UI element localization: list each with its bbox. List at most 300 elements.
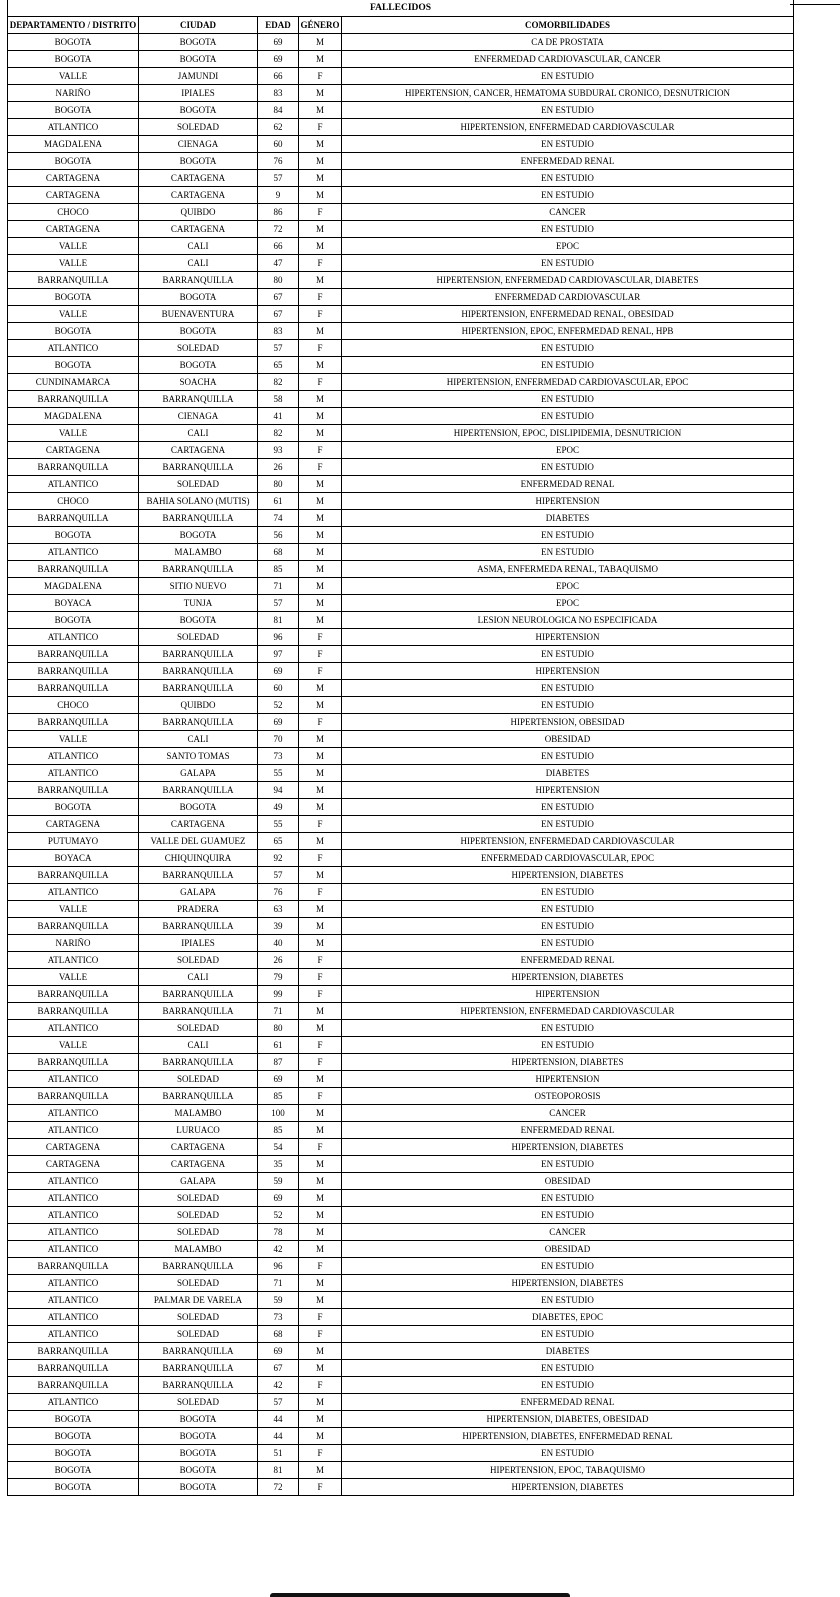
cell-departamento: CHOCO (8, 493, 139, 510)
table-row (8, 255, 794, 272)
cell-comorbilidades: HIPERTENSION (342, 493, 794, 510)
table-row (8, 408, 794, 425)
cell-edad: 26 (258, 459, 299, 476)
cell-departamento: BARRANQUILLA (8, 782, 139, 799)
cell-comorbilidades: EPOC (342, 442, 794, 459)
cell-genero: F (299, 1054, 342, 1071)
cell-ciudad: BARRANQUILLA (139, 459, 258, 476)
table-row (8, 748, 794, 765)
cell-edad: 44 (258, 1428, 299, 1445)
cell-departamento: BARRANQUILLA (8, 1088, 139, 1105)
cell-edad: 60 (258, 136, 299, 153)
cell-edad: 78 (258, 1224, 299, 1241)
table-row (8, 1020, 794, 1037)
cell-genero: M (299, 323, 342, 340)
cell-departamento: VALLE (8, 255, 139, 272)
cell-genero: F (299, 986, 342, 1003)
cell-edad: 52 (258, 1207, 299, 1224)
cell-comorbilidades: EPOC (342, 578, 794, 595)
cell-edad: 47 (258, 255, 299, 272)
cell-ciudad: MALAMBO (139, 1241, 258, 1258)
cell-comorbilidades: EN ESTUDIO (342, 187, 794, 204)
cell-comorbilidades: HIPERTENSION, ENFERMEDAD CARDIOVASCULAR (342, 833, 794, 850)
cell-ciudad: SOLEDAD (139, 629, 258, 646)
cell-departamento: BARRANQUILLA (8, 1360, 139, 1377)
cell-genero: M (299, 102, 342, 119)
cell-departamento: MAGDALENA (8, 578, 139, 595)
cell-genero: M (299, 1071, 342, 1088)
cell-edad: 56 (258, 527, 299, 544)
cell-ciudad: BARRANQUILLA (139, 561, 258, 578)
cell-edad: 57 (258, 340, 299, 357)
cell-comorbilidades: EPOC (342, 595, 794, 612)
table-row (8, 153, 794, 170)
cell-genero: M (299, 1122, 342, 1139)
cell-genero: M (299, 1020, 342, 1037)
cell-ciudad: BARRANQUILLA (139, 986, 258, 1003)
cell-comorbilidades: EN ESTUDIO (342, 102, 794, 119)
cell-comorbilidades: EN ESTUDIO (342, 68, 794, 85)
table-row (8, 306, 794, 323)
cell-genero: M (299, 748, 342, 765)
cell-comorbilidades: OBESIDAD (342, 731, 794, 748)
cell-comorbilidades: HIPERTENSION, DIABETES (342, 867, 794, 884)
cell-comorbilidades: OBESIDAD (342, 1173, 794, 1190)
cell-comorbilidades: EN ESTUDIO (342, 136, 794, 153)
table-row (8, 1054, 794, 1071)
cell-genero: M (299, 1173, 342, 1190)
cell-departamento: CHOCO (8, 697, 139, 714)
cell-ciudad: IPIALES (139, 935, 258, 952)
cell-edad: 97 (258, 646, 299, 663)
cell-edad: 57 (258, 1394, 299, 1411)
cell-genero: F (299, 850, 342, 867)
cell-departamento: BOYACA (8, 595, 139, 612)
cell-comorbilidades: EN ESTUDIO (342, 221, 794, 238)
cell-comorbilidades: EN ESTUDIO (342, 1037, 794, 1054)
cell-genero: M (299, 272, 342, 289)
table-row (8, 544, 794, 561)
table-row (8, 595, 794, 612)
cell-departamento: BARRANQUILLA (8, 867, 139, 884)
cell-ciudad: LURUACO (139, 1122, 258, 1139)
cell-comorbilidades: EN ESTUDIO (342, 680, 794, 697)
cell-genero: M (299, 425, 342, 442)
cell-comorbilidades: DIABETES (342, 765, 794, 782)
cell-edad: 70 (258, 731, 299, 748)
cell-genero: M (299, 408, 342, 425)
cell-comorbilidades: ENFERMEDAD CARDIOVASCULAR (342, 289, 794, 306)
table-row (8, 527, 794, 544)
cell-edad: 65 (258, 357, 299, 374)
cell-ciudad: GALAPA (139, 1173, 258, 1190)
cell-departamento: ATLANTICO (8, 748, 139, 765)
cell-comorbilidades: EN ESTUDIO (342, 1360, 794, 1377)
cell-ciudad: BOGOTA (139, 34, 258, 51)
cell-comorbilidades: EN ESTUDIO (342, 1020, 794, 1037)
cell-edad: 69 (258, 34, 299, 51)
cell-comorbilidades: CANCER (342, 1224, 794, 1241)
cell-departamento: ATLANTICO (8, 1207, 139, 1224)
cell-ciudad: SOACHA (139, 374, 258, 391)
cell-edad: 85 (258, 1088, 299, 1105)
cell-ciudad: CARTAGENA (139, 442, 258, 459)
cell-departamento: BARRANQUILLA (8, 1343, 139, 1360)
cell-comorbilidades: DIABETES (342, 1343, 794, 1360)
cell-genero: M (299, 1360, 342, 1377)
cell-comorbilidades: EN ESTUDIO (342, 544, 794, 561)
cell-comorbilidades: HIPERTENSION, DIABETES (342, 1139, 794, 1156)
cell-ciudad: BOGOTA (139, 51, 258, 68)
cell-comorbilidades: HIPERTENSION (342, 1071, 794, 1088)
cell-genero: F (299, 663, 342, 680)
cell-genero: F (299, 442, 342, 459)
cell-ciudad: CARTAGENA (139, 170, 258, 187)
cell-genero: M (299, 1241, 342, 1258)
cell-comorbilidades: EN ESTUDIO (342, 1292, 794, 1309)
cell-genero: F (299, 1037, 342, 1054)
cell-comorbilidades: HIPERTENSION, EPOC, ENFERMEDAD RENAL, HPB (342, 323, 794, 340)
cell-ciudad: CARTAGENA (139, 221, 258, 238)
cell-comorbilidades: HIPERTENSION (342, 663, 794, 680)
cell-genero: M (299, 1224, 342, 1241)
cell-comorbilidades: EN ESTUDIO (342, 697, 794, 714)
cell-comorbilidades: EN ESTUDIO (342, 1258, 794, 1275)
table-row (8, 1292, 794, 1309)
cell-departamento: BARRANQUILLA (8, 1003, 139, 1020)
cell-genero: F (299, 952, 342, 969)
cell-ciudad: SOLEDAD (139, 1071, 258, 1088)
table-row (8, 51, 794, 68)
cell-departamento: BARRANQUILLA (8, 1377, 139, 1394)
cell-edad: 69 (258, 51, 299, 68)
cell-genero: M (299, 799, 342, 816)
cell-departamento: BOGOTA (8, 1428, 139, 1445)
cell-edad: 83 (258, 85, 299, 102)
cell-edad: 51 (258, 1445, 299, 1462)
cell-ciudad: BARRANQUILLA (139, 714, 258, 731)
table-row (8, 1224, 794, 1241)
cell-ciudad: SOLEDAD (139, 1394, 258, 1411)
table-row (8, 850, 794, 867)
table-row (8, 884, 794, 901)
cell-ciudad: BOGOTA (139, 527, 258, 544)
table-row (8, 833, 794, 850)
cell-genero: M (299, 510, 342, 527)
cell-departamento: VALLE (8, 969, 139, 986)
cell-genero: M (299, 935, 342, 952)
cell-departamento: ATLANTICO (8, 1292, 139, 1309)
cell-ciudad: BARRANQUILLA (139, 1343, 258, 1360)
cell-departamento: BOGOTA (8, 612, 139, 629)
table-row (8, 374, 794, 391)
cell-comorbilidades: EN ESTUDIO (342, 391, 794, 408)
cell-departamento: ATLANTICO (8, 1309, 139, 1326)
cell-edad: 71 (258, 1003, 299, 1020)
cell-comorbilidades: EPOC (342, 238, 794, 255)
cell-comorbilidades: ENFERMEDAD RENAL (342, 952, 794, 969)
table-row (8, 578, 794, 595)
cell-departamento: ATLANTICO (8, 1190, 139, 1207)
table-row (8, 357, 794, 374)
cell-edad: 73 (258, 748, 299, 765)
cell-departamento: ATLANTICO (8, 1122, 139, 1139)
table-row (8, 969, 794, 986)
cell-departamento: BOGOTA (8, 153, 139, 170)
cell-departamento: ATLANTICO (8, 629, 139, 646)
cell-ciudad: QUIBDO (139, 697, 258, 714)
cell-edad: 57 (258, 170, 299, 187)
cell-ciudad: SANTO TOMAS (139, 748, 258, 765)
cell-ciudad: BARRANQUILLA (139, 510, 258, 527)
cell-ciudad: SOLEDAD (139, 1190, 258, 1207)
cell-ciudad: BOGOTA (139, 1462, 258, 1479)
cell-genero: M (299, 867, 342, 884)
cell-comorbilidades: EN ESTUDIO (342, 1445, 794, 1462)
cell-departamento: CUNDINAMARCA (8, 374, 139, 391)
table-row (8, 136, 794, 153)
cell-genero: F (299, 884, 342, 901)
cell-genero: M (299, 85, 342, 102)
cell-genero: M (299, 782, 342, 799)
cell-ciudad: SOLEDAD (139, 1020, 258, 1037)
table-row (8, 1139, 794, 1156)
cell-departamento: CARTAGENA (8, 170, 139, 187)
cell-departamento: CARTAGENA (8, 1139, 139, 1156)
cell-departamento: BOYACA (8, 850, 139, 867)
cell-comorbilidades: EN ESTUDIO (342, 918, 794, 935)
cell-edad: 85 (258, 1122, 299, 1139)
cell-edad: 82 (258, 425, 299, 442)
cell-departamento: BARRANQUILLA (8, 272, 139, 289)
cell-genero: F (299, 629, 342, 646)
cell-departamento: ATLANTICO (8, 1241, 139, 1258)
cell-departamento: ATLANTICO (8, 1020, 139, 1037)
cell-ciudad: CIENAGA (139, 136, 258, 153)
cell-comorbilidades: ENFERMEDAD RENAL (342, 476, 794, 493)
cell-departamento: ATLANTICO (8, 884, 139, 901)
cell-edad: 69 (258, 1190, 299, 1207)
cell-ciudad: BOGOTA (139, 153, 258, 170)
table-row (8, 510, 794, 527)
cell-edad: 71 (258, 1275, 299, 1292)
cell-genero: M (299, 578, 342, 595)
cell-edad: 85 (258, 561, 299, 578)
cell-comorbilidades: EN ESTUDIO (342, 646, 794, 663)
cell-ciudad: GALAPA (139, 765, 258, 782)
cell-genero: M (299, 493, 342, 510)
cell-ciudad: CALI (139, 1037, 258, 1054)
home-indicator-bar (270, 1593, 570, 1597)
cell-ciudad: BOGOTA (139, 357, 258, 374)
cell-edad: 61 (258, 493, 299, 510)
cell-ciudad: CARTAGENA (139, 187, 258, 204)
cell-departamento: VALLE (8, 731, 139, 748)
cell-genero: M (299, 731, 342, 748)
cell-departamento: BOGOTA (8, 1445, 139, 1462)
table-row (8, 1241, 794, 1258)
cell-genero: M (299, 391, 342, 408)
cell-ciudad: BARRANQUILLA (139, 867, 258, 884)
cell-genero: F (299, 204, 342, 221)
cell-edad: 86 (258, 204, 299, 221)
cell-departamento: CHOCO (8, 204, 139, 221)
cell-genero: M (299, 153, 342, 170)
cell-genero: F (299, 459, 342, 476)
table-row (8, 765, 794, 782)
cell-departamento: BARRANQUILLA (8, 714, 139, 731)
cell-ciudad: BUENAVENTURA (139, 306, 258, 323)
table-row (8, 493, 794, 510)
cell-comorbilidades: HIPERTENSION, DIABETES (342, 1479, 794, 1496)
cell-departamento: BOGOTA (8, 34, 139, 51)
cell-departamento: VALLE (8, 901, 139, 918)
cell-comorbilidades: DIABETES (342, 510, 794, 527)
cell-departamento: BARRANQUILLA (8, 680, 139, 697)
cell-comorbilidades: CA DE PROSTATA (342, 34, 794, 51)
cell-genero: F (299, 646, 342, 663)
cell-ciudad: SOLEDAD (139, 1275, 258, 1292)
cell-edad: 26 (258, 952, 299, 969)
table-row (8, 680, 794, 697)
cell-edad: 42 (258, 1377, 299, 1394)
cell-genero: F (299, 1377, 342, 1394)
cell-genero: M (299, 901, 342, 918)
header-departamento: DEPARTAMENTO / DISTRITO (8, 17, 139, 34)
cell-departamento: MAGDALENA (8, 408, 139, 425)
table-row (8, 986, 794, 1003)
table-row (8, 697, 794, 714)
cell-departamento: ATLANTICO (8, 1394, 139, 1411)
cell-genero: M (299, 238, 342, 255)
cell-edad: 83 (258, 323, 299, 340)
cell-edad: 74 (258, 510, 299, 527)
cell-comorbilidades: EN ESTUDIO (342, 935, 794, 952)
cell-comorbilidades: HIPERTENSION, ENFERMEDAD CARDIOVASCULAR, EPOC (342, 374, 794, 391)
cell-edad: 80 (258, 272, 299, 289)
cell-departamento: ATLANTICO (8, 119, 139, 136)
cell-ciudad: SOLEDAD (139, 340, 258, 357)
cell-edad: 81 (258, 1462, 299, 1479)
cell-edad: 55 (258, 765, 299, 782)
cell-edad: 93 (258, 442, 299, 459)
cell-comorbilidades: EN ESTUDIO (342, 901, 794, 918)
cell-ciudad: BARRANQUILLA (139, 646, 258, 663)
cell-comorbilidades: EN ESTUDIO (342, 1156, 794, 1173)
header-comorbilidades: COMORBILIDADES (342, 17, 794, 34)
cell-departamento: BOGOTA (8, 357, 139, 374)
cell-departamento: BARRANQUILLA (8, 1054, 139, 1071)
cell-ciudad: QUIBDO (139, 204, 258, 221)
table-row (8, 170, 794, 187)
cell-genero: F (299, 1139, 342, 1156)
cell-genero: M (299, 680, 342, 697)
cell-genero: M (299, 595, 342, 612)
cell-genero: F (299, 306, 342, 323)
cell-edad: 96 (258, 629, 299, 646)
cell-edad: 65 (258, 833, 299, 850)
cell-ciudad: BARRANQUILLA (139, 1258, 258, 1275)
cell-genero: M (299, 612, 342, 629)
cell-edad: 99 (258, 986, 299, 1003)
cell-edad: 68 (258, 1326, 299, 1343)
cell-edad: 69 (258, 1343, 299, 1360)
cell-edad: 72 (258, 1479, 299, 1496)
cell-ciudad: JAMUNDI (139, 68, 258, 85)
table-row (8, 442, 794, 459)
cell-edad: 60 (258, 680, 299, 697)
cell-genero: M (299, 918, 342, 935)
cell-edad: 59 (258, 1292, 299, 1309)
table-row (8, 799, 794, 816)
cell-comorbilidades: HIPERTENSION, ENFERMEDAD CARDIOVASCULAR (342, 1003, 794, 1020)
cell-comorbilidades: HIPERTENSION, DIABETES (342, 1275, 794, 1292)
table-row (8, 1122, 794, 1139)
top-right-rule (790, 4, 840, 5)
cell-comorbilidades: EN ESTUDIO (342, 459, 794, 476)
cell-ciudad: CIENAGA (139, 408, 258, 425)
cell-comorbilidades: EN ESTUDIO (342, 255, 794, 272)
table-row (8, 187, 794, 204)
header-row (8, 17, 794, 34)
cell-comorbilidades: HIPERTENSION (342, 629, 794, 646)
cell-departamento: NARIÑO (8, 935, 139, 952)
cell-departamento: BARRANQUILLA (8, 459, 139, 476)
table-row (8, 323, 794, 340)
table-row (8, 1207, 794, 1224)
cell-genero: F (299, 340, 342, 357)
table-row (8, 34, 794, 51)
cell-departamento: ATLANTICO (8, 1326, 139, 1343)
cell-departamento: ATLANTICO (8, 1105, 139, 1122)
cell-comorbilidades: EN ESTUDIO (342, 816, 794, 833)
cell-genero: M (299, 170, 342, 187)
table-row (8, 1462, 794, 1479)
table-row (8, 476, 794, 493)
table-row (8, 1190, 794, 1207)
cell-genero: M (299, 51, 342, 68)
cell-genero: M (299, 1003, 342, 1020)
cell-ciudad: BOGOTA (139, 289, 258, 306)
cell-edad: 57 (258, 867, 299, 884)
cell-genero: M (299, 357, 342, 374)
cell-comorbilidades: EN ESTUDIO (342, 799, 794, 816)
cell-ciudad: BARRANQUILLA (139, 391, 258, 408)
cell-ciudad: CALI (139, 255, 258, 272)
cell-ciudad: SOLEDAD (139, 476, 258, 493)
cell-comorbilidades: HIPERTENSION, ENFERMEDAD CARDIOVASCULAR, DIABETES (342, 272, 794, 289)
table-row (8, 1071, 794, 1088)
table-row (8, 816, 794, 833)
cell-edad: 80 (258, 1020, 299, 1037)
cell-ciudad: SOLEDAD (139, 119, 258, 136)
cell-genero: M (299, 833, 342, 850)
table-row (8, 629, 794, 646)
table-title-row (8, 0, 794, 17)
cell-edad: 35 (258, 1156, 299, 1173)
cell-edad: 100 (258, 1105, 299, 1122)
cell-genero: M (299, 1156, 342, 1173)
cell-genero: M (299, 476, 342, 493)
cell-edad: 82 (258, 374, 299, 391)
table-row (8, 221, 794, 238)
cell-comorbilidades: OSTEOPOROSIS (342, 1088, 794, 1105)
cell-comorbilidades: OBESIDAD (342, 1241, 794, 1258)
cell-comorbilidades: EN ESTUDIO (342, 1326, 794, 1343)
cell-edad: 76 (258, 884, 299, 901)
cell-edad: 66 (258, 68, 299, 85)
cell-genero: M (299, 544, 342, 561)
